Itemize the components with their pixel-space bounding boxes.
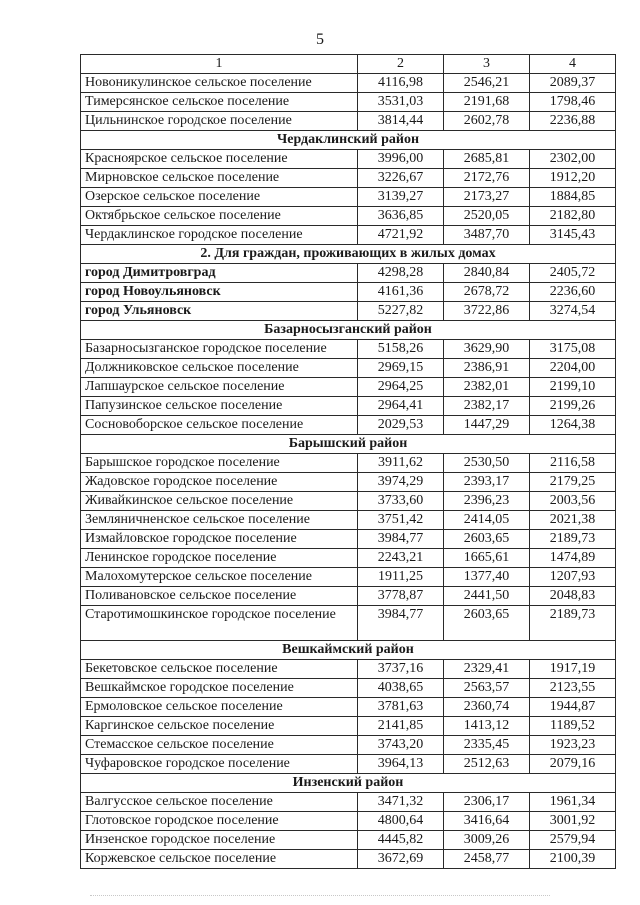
settlement-name-cell: Новоникулинское сельское поселение — [81, 74, 358, 93]
table-row — [81, 473, 616, 492]
value-cell-col2: 3964,13 — [358, 755, 444, 774]
section-title: Барышский район — [81, 435, 616, 454]
value-cell-col4: 1917,19 — [530, 660, 616, 679]
value-cell-col3: 2678,72 — [444, 283, 530, 302]
value-cell-col2: 2969,15 — [358, 359, 444, 378]
table-row — [81, 793, 616, 812]
table-row — [81, 530, 616, 549]
table-row — [81, 454, 616, 473]
table-header-row — [81, 55, 616, 74]
settlement-name-cell: Стемасское сельское поселение — [81, 736, 358, 755]
value-cell-col2: 3139,27 — [358, 188, 444, 207]
table-row — [81, 93, 616, 112]
value-cell-col4: 1912,20 — [530, 169, 616, 188]
scan-artifact-line — [90, 895, 550, 896]
value-cell-col3: 2335,45 — [444, 736, 530, 755]
value-cell-col2: 3471,32 — [358, 793, 444, 812]
settlement-name-cell: город Новоульяновск — [81, 283, 358, 302]
settlement-name-cell: Лапшаурское сельское поселение — [81, 378, 358, 397]
value-cell-col3: 2840,84 — [444, 264, 530, 283]
section-header-row — [81, 245, 616, 264]
value-cell-col3: 2546,21 — [444, 74, 530, 93]
table-row — [81, 188, 616, 207]
value-cell-col3: 1413,12 — [444, 717, 530, 736]
value-cell-col4: 3274,54 — [530, 302, 616, 321]
table-row — [81, 568, 616, 587]
value-cell-col4: 2048,83 — [530, 587, 616, 606]
value-cell-col2: 3751,42 — [358, 511, 444, 530]
value-cell-col2: 2964,41 — [358, 397, 444, 416]
value-cell-col2: 3974,29 — [358, 473, 444, 492]
value-cell-col4: 2100,39 — [530, 850, 616, 869]
section-header-row — [81, 641, 616, 660]
table-row — [81, 812, 616, 831]
settlement-name-cell: Чуфаровское городское поселение — [81, 755, 358, 774]
settlement-name-cell: Красноярское сельское поселение — [81, 150, 358, 169]
value-cell-col3: 1447,29 — [444, 416, 530, 435]
table-row — [81, 698, 616, 717]
settlement-name-cell: Тимерсянское сельское поселение — [81, 93, 358, 112]
value-cell-col3: 2512,63 — [444, 755, 530, 774]
value-cell-col3: 2382,01 — [444, 378, 530, 397]
settlement-name-cell: Земляничненское сельское поселение — [81, 511, 358, 530]
table-row — [81, 283, 616, 302]
settlement-name-cell: Должниковское сельское поселение — [81, 359, 358, 378]
value-cell-col2: 2964,25 — [358, 378, 444, 397]
table-row — [81, 397, 616, 416]
settlement-name-cell: Сосновоборское сельское поселение — [81, 416, 358, 435]
value-cell-col3: 1665,61 — [444, 549, 530, 568]
value-cell-col3: 2396,23 — [444, 492, 530, 511]
value-cell-col3: 2441,50 — [444, 587, 530, 606]
value-cell-col2: 3636,85 — [358, 207, 444, 226]
settlement-name-cell: Ленинское городское поселение — [81, 549, 358, 568]
table-row — [81, 207, 616, 226]
settlement-name-cell: Цильнинское городское поселение — [81, 112, 358, 131]
table-row — [81, 736, 616, 755]
settlement-name-cell: Барышское городское поселение — [81, 454, 358, 473]
settlement-name-cell: Вешкаймское городское поселение — [81, 679, 358, 698]
value-cell-col4: 2179,25 — [530, 473, 616, 492]
section-title: 2. Для граждан, проживающих в жилых домах — [81, 245, 616, 264]
table-row — [81, 831, 616, 850]
value-cell-col3: 2393,17 — [444, 473, 530, 492]
value-cell-col2: 3672,69 — [358, 850, 444, 869]
section-header-row — [81, 321, 616, 340]
table-row — [81, 511, 616, 530]
settlement-name-cell: Каргинское сельское поселение — [81, 717, 358, 736]
settlement-name-cell: Озерское сельское поселение — [81, 188, 358, 207]
table-row — [81, 112, 616, 131]
value-cell-col3: 2530,50 — [444, 454, 530, 473]
table-row — [81, 492, 616, 511]
table-row — [81, 606, 616, 641]
value-cell-col4: 2236,88 — [530, 112, 616, 131]
table-row — [81, 150, 616, 169]
table-row — [81, 587, 616, 606]
value-cell-col4: 1264,38 — [530, 416, 616, 435]
value-cell-col4: 3001,92 — [530, 812, 616, 831]
settlement-name-cell: Инзенское городское поселение — [81, 831, 358, 850]
settlement-name-cell: Глотовское городское поселение — [81, 812, 358, 831]
settlement-name-cell: Измайловское городское поселение — [81, 530, 358, 549]
value-cell-col2: 2141,85 — [358, 717, 444, 736]
value-cell-col4: 1189,52 — [530, 717, 616, 736]
value-cell-col2: 3737,16 — [358, 660, 444, 679]
value-cell-col3: 2603,65 — [444, 606, 530, 641]
value-cell-col2: 3996,00 — [358, 150, 444, 169]
section-header-row — [81, 435, 616, 454]
value-cell-col3: 3487,70 — [444, 226, 530, 245]
value-cell-col2: 5158,26 — [358, 340, 444, 359]
column-header: 1 — [81, 55, 358, 74]
value-cell-col3: 2602,78 — [444, 112, 530, 131]
table-row — [81, 660, 616, 679]
table-row — [81, 416, 616, 435]
settlement-name-cell: Ермоловское сельское поселение — [81, 698, 358, 717]
table-row — [81, 850, 616, 869]
value-cell-col3: 2329,41 — [444, 660, 530, 679]
value-cell-col4: 2089,37 — [530, 74, 616, 93]
value-cell-col2: 4038,65 — [358, 679, 444, 698]
value-cell-col2: 3984,77 — [358, 606, 444, 641]
table-row — [81, 679, 616, 698]
column-header: 4 — [530, 55, 616, 74]
value-cell-col2: 4298,28 — [358, 264, 444, 283]
value-cell-col4: 1944,87 — [530, 698, 616, 717]
value-cell-col3: 2386,91 — [444, 359, 530, 378]
value-cell-col4: 1798,46 — [530, 93, 616, 112]
value-cell-col4: 2116,58 — [530, 454, 616, 473]
settlement-name-cell: Валгусское сельское поселение — [81, 793, 358, 812]
settlement-name-cell: Поливановское сельское поселение — [81, 587, 358, 606]
value-cell-col4: 1961,34 — [530, 793, 616, 812]
value-cell-col4: 2189,73 — [530, 530, 616, 549]
value-cell-col2: 3814,44 — [358, 112, 444, 131]
settlement-name-cell: Чердаклинское городское поселение — [81, 226, 358, 245]
value-cell-col3: 2360,74 — [444, 698, 530, 717]
value-cell-col2: 3226,67 — [358, 169, 444, 188]
value-cell-col3: 2306,17 — [444, 793, 530, 812]
section-header-row — [81, 131, 616, 150]
section-title: Вешкаймский район — [81, 641, 616, 660]
table-row — [81, 302, 616, 321]
section-title: Базарносызганский район — [81, 321, 616, 340]
settlement-name-cell: город Ульяновск — [81, 302, 358, 321]
table-row — [81, 359, 616, 378]
value-cell-col3: 2685,81 — [444, 150, 530, 169]
tariff-table — [80, 54, 616, 869]
column-header: 2 — [358, 55, 444, 74]
column-header: 3 — [444, 55, 530, 74]
value-cell-col3: 1377,40 — [444, 568, 530, 587]
value-cell-col3: 2172,76 — [444, 169, 530, 188]
value-cell-col2: 3778,87 — [358, 587, 444, 606]
value-cell-col4: 1474,89 — [530, 549, 616, 568]
value-cell-col4: 2021,38 — [530, 511, 616, 530]
value-cell-col2: 1911,25 — [358, 568, 444, 587]
settlement-name-cell: Малохомутерское сельское поселение — [81, 568, 358, 587]
value-cell-col4: 2003,56 — [530, 492, 616, 511]
table-row — [81, 169, 616, 188]
value-cell-col2: 3984,77 — [358, 530, 444, 549]
value-cell-col3: 2191,68 — [444, 93, 530, 112]
section-title: Чердаклинский район — [81, 131, 616, 150]
table-row — [81, 755, 616, 774]
value-cell-col2: 5227,82 — [358, 302, 444, 321]
value-cell-col4: 2199,10 — [530, 378, 616, 397]
table-row — [81, 549, 616, 568]
value-cell-col4: 1923,23 — [530, 736, 616, 755]
value-cell-col4: 3145,43 — [530, 226, 616, 245]
value-cell-col4: 2123,55 — [530, 679, 616, 698]
value-cell-col4: 1884,85 — [530, 188, 616, 207]
value-cell-col4: 2236,60 — [530, 283, 616, 302]
table-row — [81, 226, 616, 245]
value-cell-col2: 3911,62 — [358, 454, 444, 473]
value-cell-col4: 2199,26 — [530, 397, 616, 416]
value-cell-col2: 4116,98 — [358, 74, 444, 93]
value-cell-col2: 3743,20 — [358, 736, 444, 755]
value-cell-col3: 2382,17 — [444, 397, 530, 416]
value-cell-col3: 3629,90 — [444, 340, 530, 359]
settlement-name-cell: Коржевское сельское поселение — [81, 850, 358, 869]
settlement-name-cell: Жадовское городское поселение — [81, 473, 358, 492]
settlement-name-cell: Мирновское сельское поселение — [81, 169, 358, 188]
value-cell-col3: 2414,05 — [444, 511, 530, 530]
value-cell-col2: 2029,53 — [358, 416, 444, 435]
section-title: Инзенский район — [81, 774, 616, 793]
settlement-name-cell: Октябрьское сельское поселение — [81, 207, 358, 226]
settlement-name-cell: Старотимошкинское городское поселение — [81, 606, 358, 641]
value-cell-col4: 2302,00 — [530, 150, 616, 169]
value-cell-col4: 1207,93 — [530, 568, 616, 587]
value-cell-col4: 3175,08 — [530, 340, 616, 359]
table-row — [81, 264, 616, 283]
value-cell-col2: 3531,03 — [358, 93, 444, 112]
section-header-row — [81, 774, 616, 793]
value-cell-col4: 2579,94 — [530, 831, 616, 850]
value-cell-col3: 2563,57 — [444, 679, 530, 698]
value-cell-col3: 3722,86 — [444, 302, 530, 321]
value-cell-col2: 4161,36 — [358, 283, 444, 302]
value-cell-col3: 3009,26 — [444, 831, 530, 850]
settlement-name-cell: город Димитровград — [81, 264, 358, 283]
value-cell-col4: 2079,16 — [530, 755, 616, 774]
value-cell-col3: 2603,65 — [444, 530, 530, 549]
value-cell-col2: 2243,21 — [358, 549, 444, 568]
value-cell-col4: 2189,73 — [530, 606, 616, 641]
value-cell-col2: 4800,64 — [358, 812, 444, 831]
value-cell-col2: 4445,82 — [358, 831, 444, 850]
value-cell-col2: 3781,63 — [358, 698, 444, 717]
settlement-name-cell: Живайкинское сельское поселение — [81, 492, 358, 511]
settlement-name-cell: Папузинское сельское поселение — [81, 397, 358, 416]
table-row — [81, 378, 616, 397]
value-cell-col4: 2405,72 — [530, 264, 616, 283]
value-cell-col3: 2520,05 — [444, 207, 530, 226]
page-number: 5 — [316, 31, 324, 48]
settlement-name-cell: Базарносызганское городское поселение — [81, 340, 358, 359]
value-cell-col4: 2182,80 — [530, 207, 616, 226]
table-row — [81, 340, 616, 359]
table-row — [81, 74, 616, 93]
value-cell-col2: 4721,92 — [358, 226, 444, 245]
value-cell-col4: 2204,00 — [530, 359, 616, 378]
value-cell-col3: 2458,77 — [444, 850, 530, 869]
value-cell-col3: 3416,64 — [444, 812, 530, 831]
settlement-name-cell: Бекетовское сельское поселение — [81, 660, 358, 679]
value-cell-col3: 2173,27 — [444, 188, 530, 207]
table-row — [81, 717, 616, 736]
value-cell-col2: 3733,60 — [358, 492, 444, 511]
